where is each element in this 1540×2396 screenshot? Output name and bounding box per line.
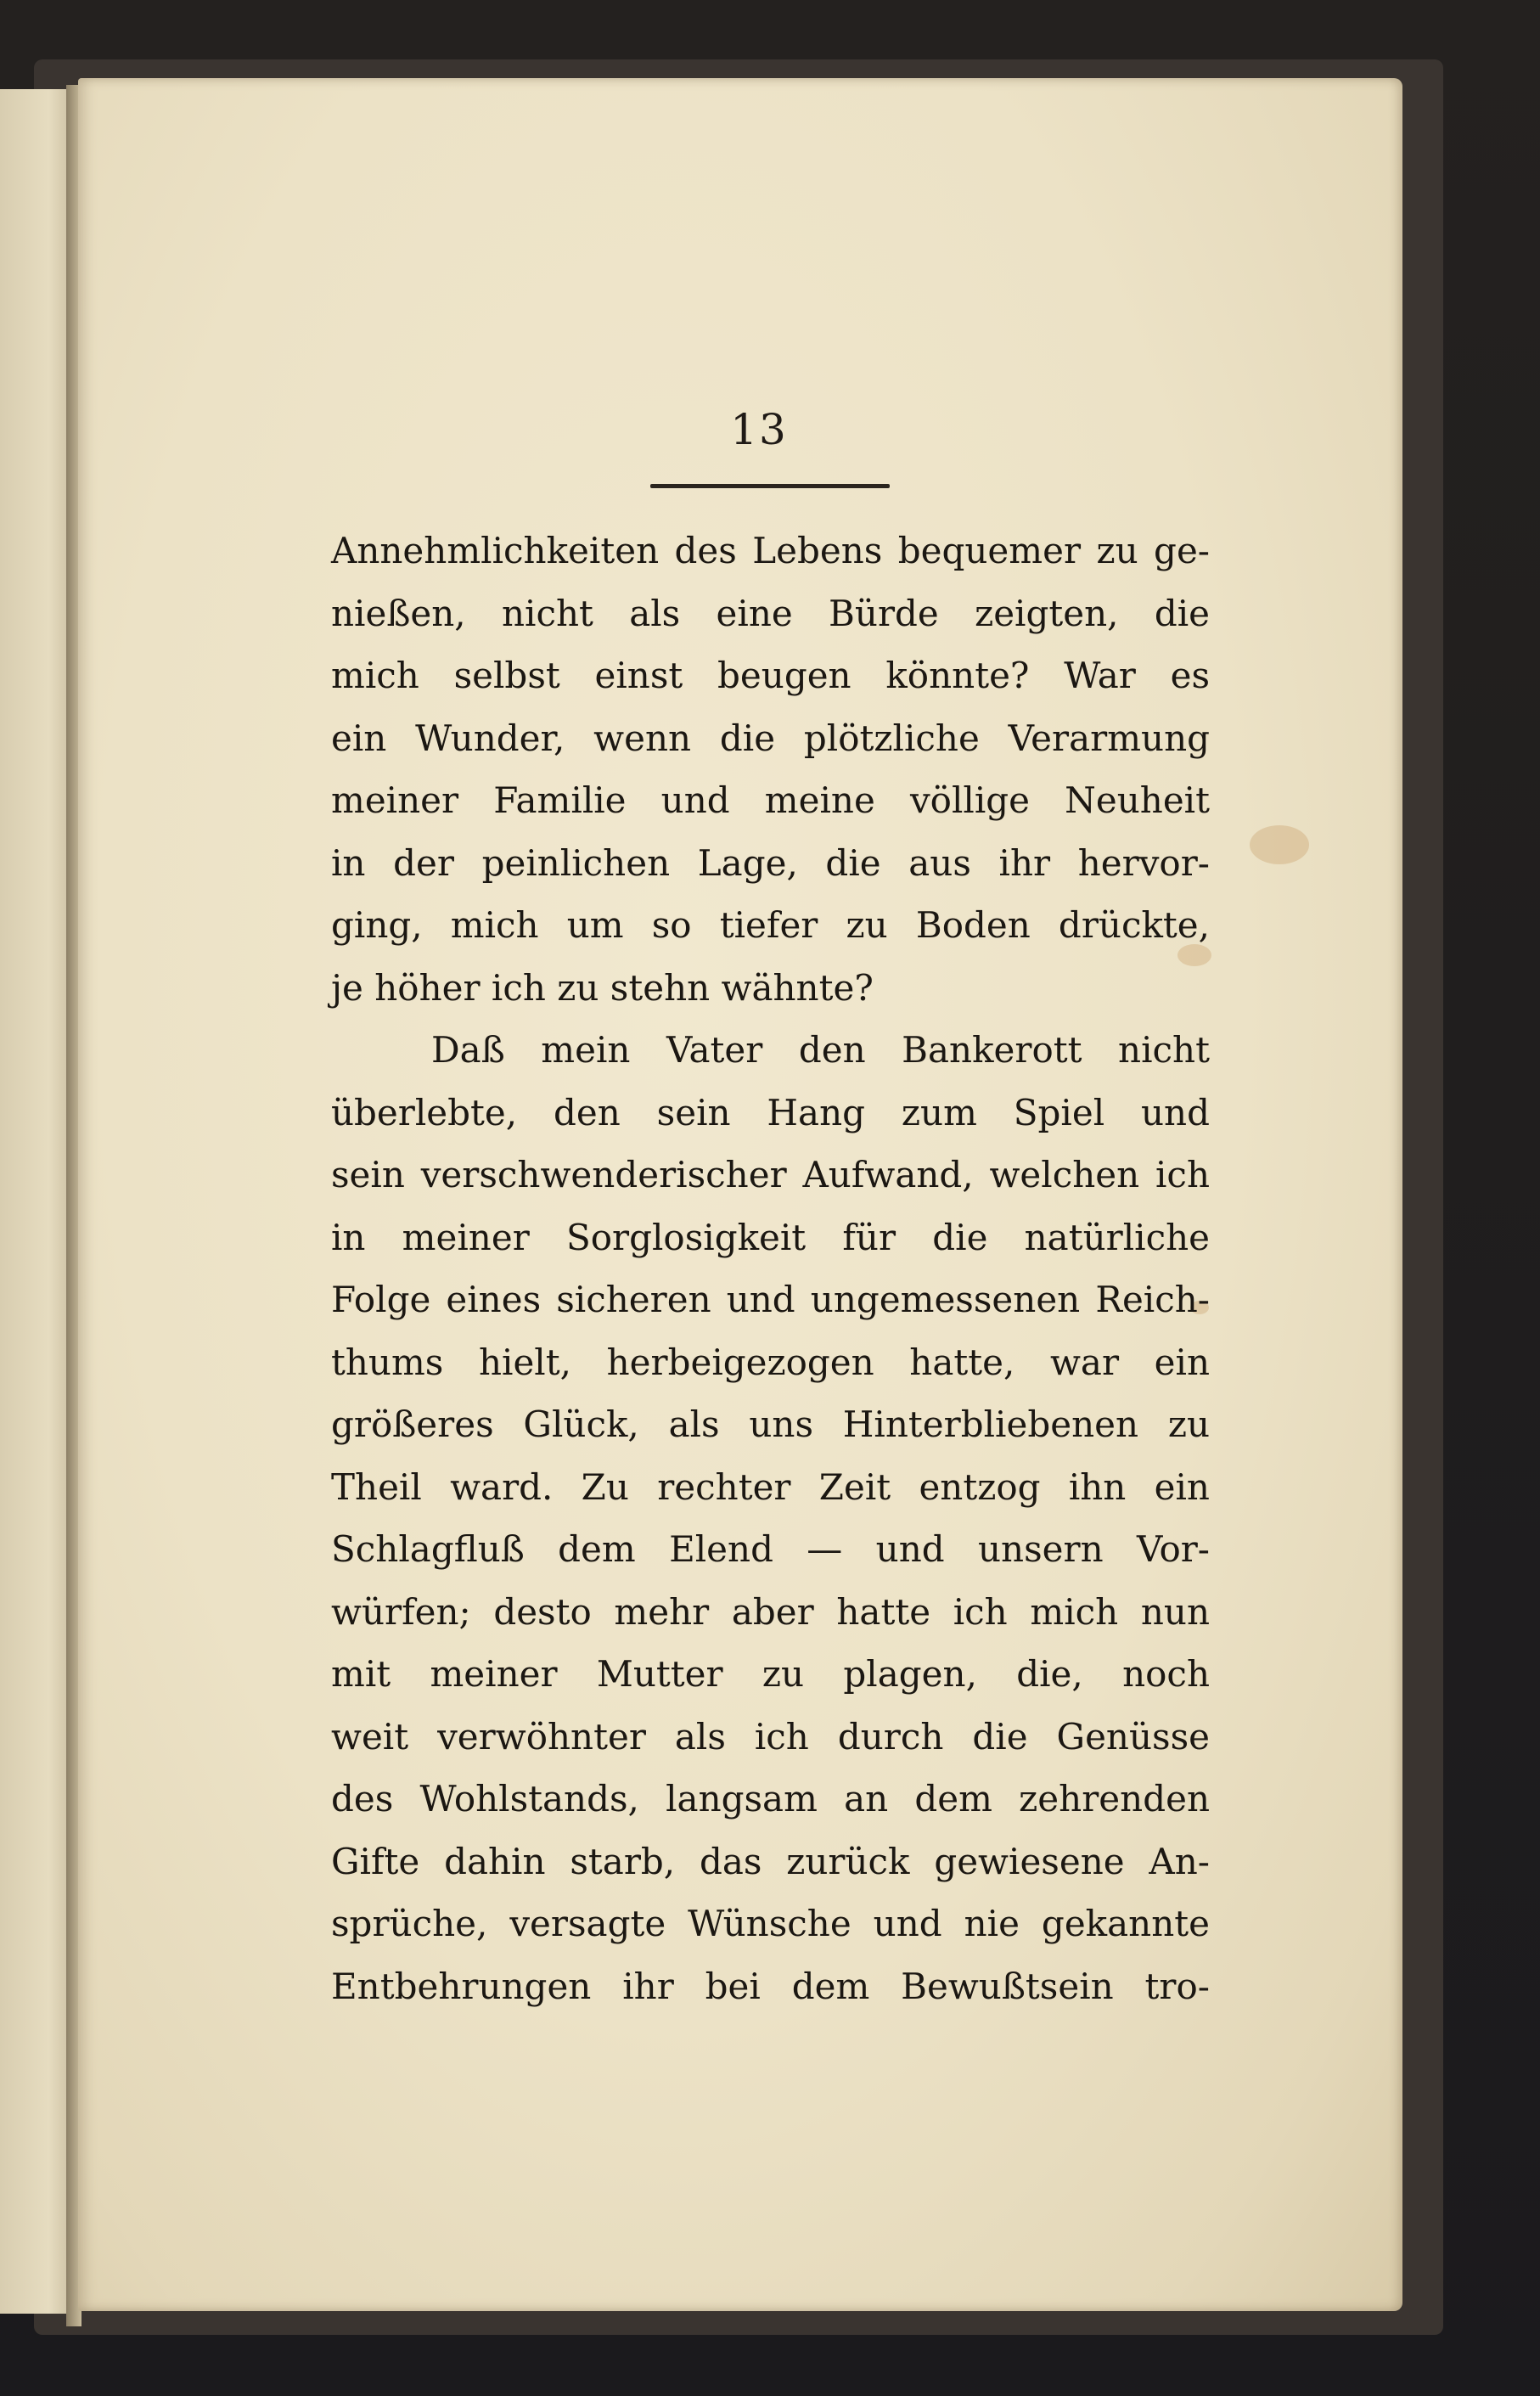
text-line: Entbehrungen ihr bei dem Bewußtsein tro- bbox=[331, 1965, 1210, 2007]
text-line: größeres Glück, als uns Hinterbliebenen zu bbox=[331, 1403, 1210, 1445]
text-line: in der peinlichen Lage, die aus ihr hervor- bbox=[331, 841, 1210, 884]
text-line: meiner Familie und meine völlige Neuheit bbox=[331, 779, 1210, 821]
text-line: in meiner Sorglosigkeit für die natürliche bbox=[331, 1216, 1210, 1258]
page-number: 13 bbox=[730, 405, 788, 454]
text-line: ein Wunder, wenn die plötzliche Verarmung bbox=[331, 717, 1210, 759]
text-line: je höher ich zu stehn wähnte? bbox=[331, 966, 874, 1009]
text-line: würfen; desto mehr aber hatte ich mich nun bbox=[331, 1590, 1210, 1633]
text-line: weit verwöhnter als ich durch die Genüsse bbox=[331, 1715, 1210, 1758]
text-line: thums hielt, herbeigezogen hatte, war ein bbox=[331, 1341, 1210, 1383]
paragraph-start-line: Daß mein Vater den Bankerott nicht bbox=[431, 1029, 1210, 1071]
text-line: mich selbst einst beugen könnte? War es bbox=[331, 655, 1210, 696]
text-line: Schlagfluß dem Elend — und unsern Vor- bbox=[331, 1528, 1210, 1570]
text-line: Annehmlichkeiten des Lebens bequemer zu ge- bbox=[331, 530, 1210, 571]
text-line: Folge eines sicheren und ungemessenen Reich- bbox=[331, 1279, 1210, 1320]
text-line: überlebte, den sein Hang zum Spiel und bbox=[331, 1091, 1210, 1133]
text-line: sein verschwenderischer Aufwand, welchen ich bbox=[331, 1154, 1210, 1195]
text-line: nießen, nicht als eine Bürde zeigten, die bbox=[331, 592, 1210, 634]
left-page-edge bbox=[0, 89, 71, 2314]
text-line: sprüche, versagte Wünsche und nie gekannte bbox=[331, 1903, 1210, 1944]
text-line: ging, mich um so tiefer zu Boden drückte, bbox=[331, 904, 1210, 946]
body-text bbox=[331, 520, 1210, 2017]
header-rule bbox=[650, 484, 890, 488]
text-line: des Wohlstands, langsam an dem zehrenden bbox=[331, 1778, 1210, 1819]
text-line: Theil ward. Zu rechter Zeit entzog ihn ein bbox=[331, 1465, 1210, 1508]
foxing-spot bbox=[1250, 825, 1309, 864]
book-page bbox=[78, 78, 1402, 2311]
text-line: mit meiner Mutter zu plagen, die, noch bbox=[331, 1653, 1210, 1695]
text-line: Gifte dahin starb, das zurück gewiesene An- bbox=[331, 1840, 1210, 1882]
